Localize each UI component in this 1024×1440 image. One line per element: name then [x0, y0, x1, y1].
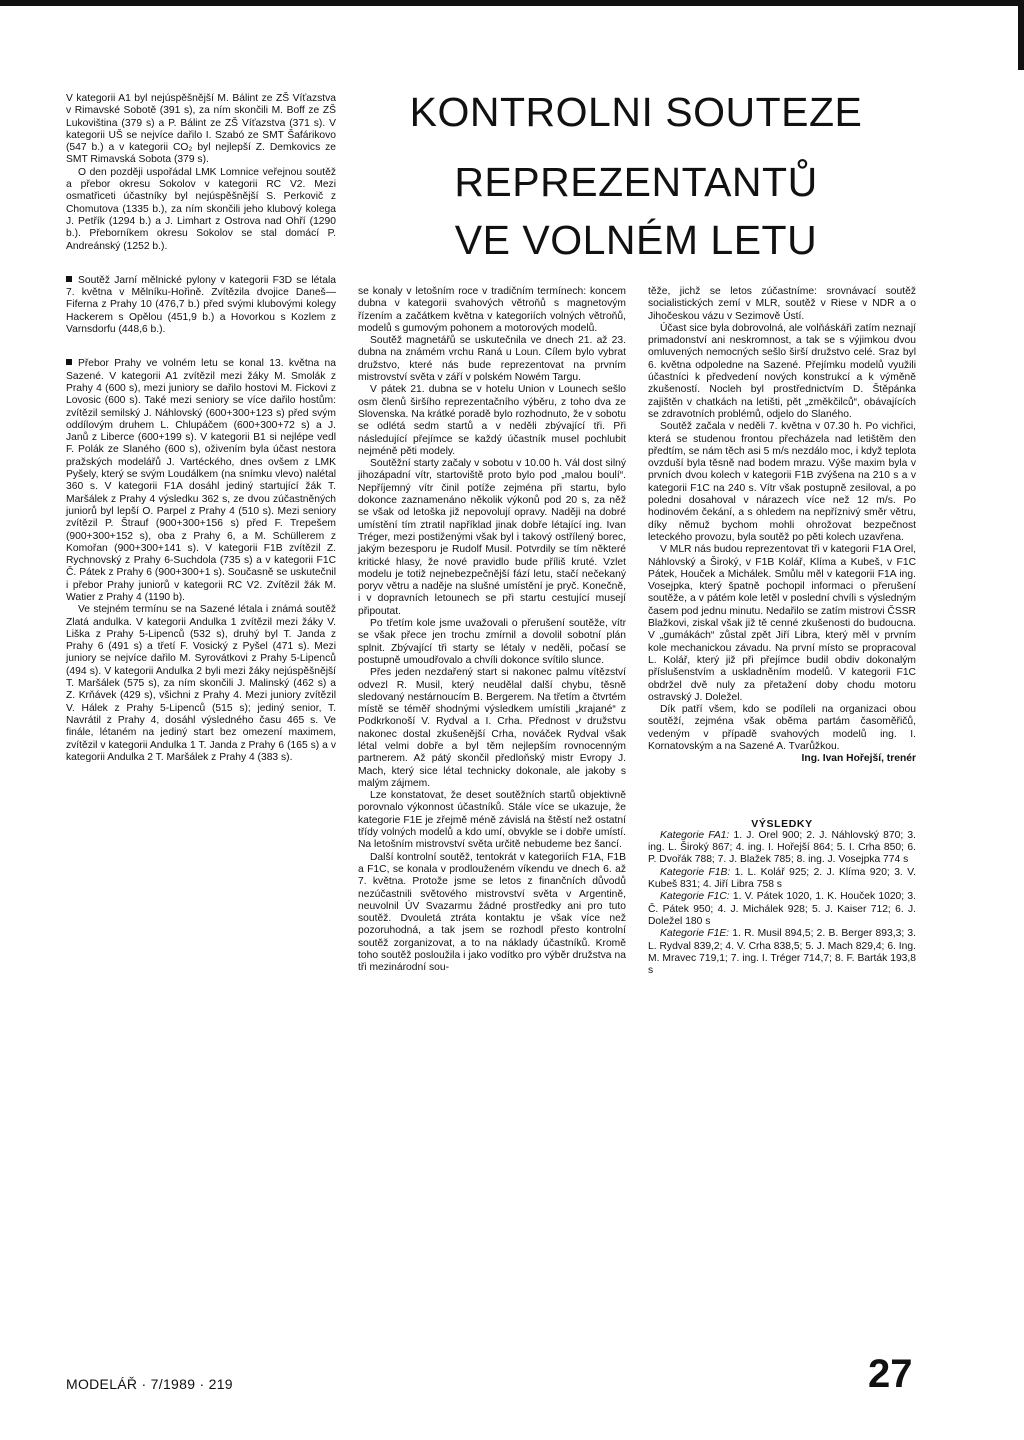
page-top-edge: [0, 0, 1024, 6]
paragraph: Soutěž magnetářů se uskutečnila ve dnech 21. až 23. dubna na známém vrchu Raná u Loun. Cílem bylo vybrat družstvo, které nás bude reprezentovat na prvním mistrovství světa v září v polském Nowém Targu.: [358, 335, 626, 384]
paragraph: V kategorii A1 byl nejúspěšnější M. Bálint ze ZŠ Víťazstva v Rimavské Sobotě (391 s), za ním skončili M. Boff ze ZŠ Lukoviština (379 s) a P. Bálint ze ZŠ Víťazstva (371 s). V kategorii UŠ se nejvíce dařilo I. Szabó ze SMT Šafárikovo (547 b.) a v kategorii CO₂ byl nejlepší Z. Demkovics ze SMT Rimavská Sobota (379 s).: [66, 93, 336, 166]
paragraph: Soutěžní starty začaly v sobotu v 10.00 h. Vál dost silný jihozápadní vítr, startoviště proto bylo pod „malou boulí“. Nepříjemný vítr činil potíže zejména při startu, bylo dokonce zaznamenáno několik výkonů pod 20 s, za něž se však od letoška již nepovolují opravy. Naději na dobré umístění tím ztratil například jinak dobře létající ing. Ivan Tréger, mezi postiženými však byl i takový ostřílený borec, jakým bezesporu je Rudolf Musil. Potvrdily se tím některé kritické hlasy, že nové pravidlo bude příliš kruté. Vzlet modelu je totiž nejnebezpečnější fází letu, stačí nečekaný poryv větru a naděje na slušné umístění je pryč. Konečně, i v dopravních letounech se při startu cestující musejí připoutat.: [358, 458, 626, 617]
paragraph: Soutěž začala v neděli 7. května v 07.30 h. Po vichřici, která se studenou frontou přecházela nad letištěm den předtím, se nám těch asi 5 m/s nezdálo moc, i když teplota ovzduší byla těsně nad bodem mrazu. Výše maxim byla v prvních dvou kolech v kategorii F1B zvýšena na 210 s a v kategorii F1C na 240 s. Vítr však postupně zesiloval, a po poledni dosahoval v nárazech více než 12 m/s. Po hodinovém čekání, a s ohledem na nepříznivý směr větru, díky němuž bychom mohli ohrožovat bezpečnost leteckého provozu, byla soutěž po pěti kolech uzavřena.: [648, 421, 916, 543]
headline-line-3: VE VOLNÉM LETU: [454, 217, 818, 263]
right-column: [648, 286, 916, 977]
results-item: [648, 867, 916, 892]
results-item: [648, 891, 916, 928]
results-category: Kategorie F1B:: [660, 866, 731, 878]
results-list: [648, 830, 916, 978]
results-text: 1. J. Orel 900; 2. J. Náhlovský 870; 3. ing. L. Široký 867; 4. ing. I. Hořejší 864; 5. I. Crha 850; 6. P. Dvořák 788; 7. J. Blažek 785; 8. ing. J. Vosejpka 774 s: [648, 829, 917, 866]
paragraph: [66, 358, 336, 604]
paragraph: O den později uspořádal LMK Lomnice veřejnou soutěž a přebor okresu Sokolov v kategorii RC V2. Mezi osmatřiceti účastníky byl nejúspěšnější S. Perkovič z Chomutova (1335 b.), za ním skončili jeho klubový kolega J. Petřík (1294 b.) a J. Limhart z Ostrova nad Ohří (1290 b.). Přeborníkem okresu Sokolov se stal domácí P. Andreánský (1252 b.).: [66, 166, 336, 252]
headline-line-1: KONTROLNI SOUTEZE: [409, 89, 863, 135]
headline-line-2: REPREZENTANTŮ: [454, 159, 818, 205]
middle-column: [358, 286, 626, 975]
paragraph-text: Soutěž Jarní mělnické pylony v kategorii F3D se létala 7. května v Mělníku-Hořině. Zvítězila dvojice Daneš—Fiferna z Prahy 10 (476,7 b.) před svými klubovými kolegy Hackerem s Opělou (451,9 b.) a Hovorkou s Kozlem z Varnsdorfu (448,6 b.).: [66, 274, 336, 336]
paragraph: těže, jichž se letos zúčastníme: srovnávací soutěž socialistických zemí v MLR, soutěž v Riese v NDR a o Jihočeskou vázu v Sezimově Ústí.: [648, 286, 916, 322]
results-category: Kategorie F1E:: [660, 928, 730, 940]
page-number: 27: [868, 1352, 913, 1396]
paragraph: Účast sice byla dobrovolná, ale volňáskáři zatím neznají primadonství ani neskromnost, a tak se s výjimkou dvou omluvených nemocných sešlo širší družstvo celé. Sraz byl 6. května odpoledne na Sazené. Přejímku modelů využili účastníci k předvedení nových konstrukcí a k výměně zkušeností. Nocleh byl prostřednictvím D. Štěpánka zajištěn v chatkách na letišti, pět „změkčilců“, obávajících se zdravotních problémů, odjelo do Slaného.: [648, 322, 916, 420]
paragraph: V MLR nás budou reprezentovat tři v kategorii F1A Orel, Náhlovský a Široký, v F1B Kolář, Klíma a Kubeš, v F1C Pátek, Houček a Michálek. Smůlu měl v kategorii F1A ing. Vosejpka, který špatně pochopil informaci o přerušení soutěže, a v pátém kole letěl v poslední chvíli s výsledným časem pod jednu minutu. Nedařilo se zatím mistrovi ČSSR Blažkovi, ziskal však již tě cenné zkušenosti do budoucna. V „gumákách“ zůstal zpět Jiří Libra, který měl v prvním kole mechanickou závadu. Na první místo se propracoval L. Kolář, který již při přejímce budil obdiv dokonalým příslušenstvím a uskladněním modelů. V kategorii F1C obdržel dvě nuly za přetažení doby chodu motoru ostravský J. Doležel.: [648, 544, 916, 703]
bullet-square-icon: [66, 358, 78, 369]
results-item: [648, 928, 916, 977]
paragraph: Lze konstatovat, že deset soutěžních startů objektivně porovnalo výkonnost účastníků. Stále více se ukazuje, že kategorie F1E je zřejmě méně závislá na štěstí než ostatní třídy volných modelů a kdo umí, obvykle se i dobře umístí. Na letošním mistrovství světa určitě nebudeme bez šancí.: [358, 790, 626, 851]
footer-issue-info: MODELÁŘ · 7/1989 · 219: [66, 1376, 233, 1392]
paragraph: Přes jeden nezdařený start si nakonec palmu vítězství odvezl R. Musil, který neudělal další chybu, těsně sledovaný nestárnoucím B. Bergerem. Na třetím a čtvrtém místě se téměř shodnými výsledkem umístili „krajané“ z Podkrkonoší V. Rydval a I. Crha. Přednost v družstvu nakonec dostal zkušenější Crha, nováček Rydval však létal velmi dobře a byl těm nejlepším rovnocenným partnerem. Až pátý skončil předloňský mistr Evropy J. Mach, který sice létal technicky dokonale, ale jakoby s malým zájmem.: [358, 667, 626, 789]
results-text: 1. V. Pátek 1020, 1. K. Houček 1020; 3. Č. Pátek 950; 4. J. Michálek 928; 5. J. Kaiser 712; 6. J. Doležel 180 s: [648, 891, 916, 927]
paragraph: V pátek 21. dubna se v hotelu Union v Lounech sešlo osm členů širšího reprezentačního výběru, z toho dva ze Slovenska. Na krátké poradě bylo rozhodnuto, že v sobotu se odlétá sedm startů a v neděli zbývající tři. Při následující přejímce se každý účastník musel pochlubit nejméně pěti modely.: [358, 384, 626, 457]
paragraph-text: Přebor Prahy ve volném letu se konal 13. května na Sazené. V kategorii A1 zvítězil mezi žáky M. Smolák z Prahy 4 (600 s), mezi juniory se dařilo hostovi M. Fickovi z Lovosic (600 s). Také mezi seniory se více dařilo hostům: zvítězil semilský J. Náhlovský (600+300+123 s) před svým oddílovým druhem L. Chlupáčem (600+300+72 s) a J. Janů z Liberce (600+199 s). V kategorii B1 si nejlépe vedl F. Polák ze Slaného (600 s), oživením byla účast nestora pražských modelářů J. Vartéckého, dnes ovšem z LMK Pyšely, který se svým Loudálkem (na snímku vlevo) nalétal 360 s. V kategorii F1A dosáhl jediný startující žák T. Maršálek z Prahy 4 výsledku 362 s, ze dvou zúčastněných juniorů byl lepší O. Parpel z Prahy 4 (510 s). Mezi seniory zvítězil P. Štrauf (900+300+156 s) před F. Trepešem (900+300+152 s), oba z Prahy 6, a M. Schüllerem z Komořan (900+300+141 s). V kategorii F1B zvítězil Z. Rychnovský z Prahy 6-Suchdola (735 s) a v kategorii F1C Č. Pátek z Prahy 6 (900+300+1 s). Současně se uskutečnil i přebor Prahy juniorů v kategorii RC V2. Zvítězil žák M. Watier z Prahy 4 (1190 b).: [66, 358, 336, 603]
paragraph: Další kontrolní soutěž, tentokrát v kategoriích F1A, F1B a F1C, se konala v prodlouženém víkendu ve dnech 6. až 7. května. Protože jsme se letos z finančních důvodů nezúčastnili světového mistrovství světa v Argentině, neuvolnil ÚV Svazarmu žádné prostředky ani pro tuto soutěž. Dvouletá ztráta kontaktu je však více než pozoruhodná, a tak jsem se rozhodl přesto kontrolní soutěž zorganizovat, a to na náklady účastníků. Kromě toho soutěž posloužila i jako vodítko pro výběr družstva na tři mezinárodní sou-: [358, 851, 626, 974]
results-category: Kategorie F1C:: [660, 891, 730, 903]
results-title: VÝSLEDKY: [751, 817, 813, 830]
results-item: [648, 830, 916, 867]
results-text: 1. R. Musil 894,5; 2. B. Berger 893,3; 3. L. Rydval 839,2; 4. V. Crha 838,5; 5. J. Mach 829,4; 6. Ing. M. Mravec 719,1; 7. ing. I. Tréger 714,7; 8. F. Barták 193,8 s: [648, 928, 916, 977]
page-right-edge: [1018, 0, 1024, 70]
results-text: 1. L. Kolář 925; 2. J. Klíma 920; 3. V. Kubeš 831; 4. Jiří Libra 758 s: [648, 866, 916, 891]
paragraph: Po třetím kole jsme uvažovali o přerušení soutěže, vítr se však přece jen trochu zmírnil a dovolil sobotní plán splnit. Zbývající tři starty se létaly v neděli, počasí se postupně umoudřovalo a chvíli dokonce svítilo slunce.: [358, 618, 626, 666]
paragraph: Dík patří všem, kdo se podíleli na organizaci obou soutěží, zejména však oběma partám časoměřičů, vedeným v případě svahových modelů ing. I. Kornatovským a na Sazené A. Tvarůžkou.: [648, 704, 916, 752]
bullet-square-icon: [66, 275, 78, 286]
results-category: Kategorie FA1:: [660, 829, 730, 841]
paragraph: se konaly v letošním roce v tradičním termínech: koncem dubna v kategorii svahových větroňů s magnetovým řízením a začátkem května v kategoriích volných větroňů, modelů s gumovým pohonem a motorových modelů.: [358, 286, 626, 334]
paragraph: [66, 275, 336, 336]
left-column: [66, 93, 336, 764]
author-signature: Ing. Ivan Hořejší, trenér: [801, 753, 916, 765]
paragraph: Ve stejném termínu se na Sazené létala i známá soutěž Zlatá andulka. V kategorii Andulka 1 zvítězil mezi žáky V. Liška z Prahy 5-Lipenců (532 s), druhý byl T. Janda z Prahy 6 (491 s) a třetí F. Vosický z Pyšel (471 s). Mezi juniory se nejvíce dařilo M. Syrovátkovi z Prahy 5-Lipenců (494 s). V kategorii Andulka 2 byli mezi žáky nejúspěšnější T. Maršálek (575 s), za ním skončili J. Malinský (462 s) a Z. Krňávek (429 s), všichni z Prahy 4. Mezi juniory zvítězil V. Hálek z Prahy 5-Lipenců (515 s); jediný senior, T. Navrátil z Prahy 4, dosáhl výsledného času 465 s. Ve finále, létaném na jediný start bez omezení maximem, zvítězil v kategorii Andulka 1 T. Janda z Prahy 6 (165 s) a v kategorii Andulka 2 T. Maršálek z Prahy 4 (383 s).: [66, 604, 336, 763]
